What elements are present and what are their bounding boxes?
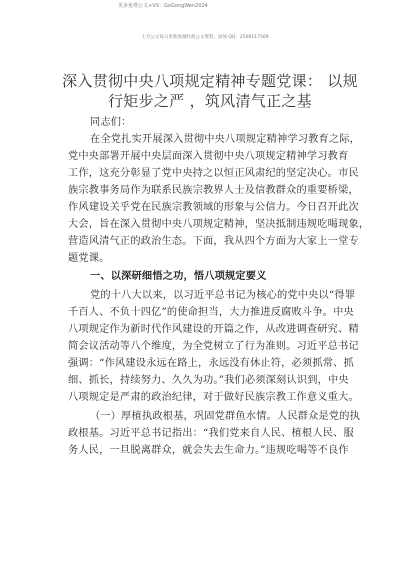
paragraph-line: 族宗教事务局作为联系民族宗教界人士及信教群众的重要桥梁， — [68, 185, 359, 196]
paragraph-line: 营造风清气正的政治生态。下面，我从四个方面为大家上一堂专 — [68, 236, 359, 247]
top-banner-text: 更多免费公文+VX：GoGongWen2024 — [118, 3, 208, 9]
paragraph-line: 工作，这充分彰显了党中央持之以恒正风肃纪的坚定决心。市民 — [68, 168, 359, 179]
paragraph-line: 细、抓长，持续努力、久久为功。”我们必须深刻认识到，中央 — [68, 375, 349, 386]
paragraph-line: 党中央部署开展中央层面深入贯彻中央八项规定精神学习教育 — [68, 151, 349, 162]
section-heading-1: 一、以深研细悟之功，悟八项规定要义 — [90, 271, 267, 282]
paragraph-line: 在全党扎实开展深入贯彻中央八项规定精神学习教育之际， — [90, 134, 361, 145]
document-title-line-2: 行矩步之严 ，筑风清气正之基 — [108, 92, 312, 110]
paragraph-line: 强调：“作风建设永远在路上，永远没有休止符，必须抓常、抓 — [68, 358, 354, 369]
paragraph-line: 八项规定是严肃的政治纪律，对于做好民族宗教工作意义重大。 — [68, 392, 359, 403]
paragraph-line: 八项规定作为新时代作风建设的开篇之作，从改进调查研究、精 — [68, 324, 359, 335]
paragraph-line: 务人民，一旦脱离群众，就会失去生命力。”违规吃喝等不良作 — [68, 445, 349, 456]
salutation: 同志们： — [90, 117, 132, 128]
paragraph-line: 作风建设关乎党在民族宗教领域的形象与公信力。今日召开此次 — [68, 202, 359, 213]
paragraph-line: 党的十八大以来，以习近平总书记为核心的党中央以“得罪 — [90, 290, 356, 301]
document-title-line-1: 深入贯彻中央八项规定精神专题党课： 以规 — [62, 72, 358, 90]
sub-banner-text: 七号公文每日更新海量时政公文资料，添加 QQ：2500117569 — [141, 35, 269, 40]
paragraph-line: 千百人、不负十四亿”的使命担当，大力推进反腐败斗争。中央 — [68, 307, 354, 318]
paragraph-line: 政根基。习近平总书记指出：“我们党来自人民、植根人民、服 — [68, 428, 354, 439]
paragraph-line: （一）厚植执政根基，巩固党群鱼水情。人民群众是党的执 — [90, 411, 361, 422]
paragraph-line: 大会，旨在深入贯彻中央八项规定精神，坚决抵制违规吃喝现象， — [68, 219, 370, 230]
paragraph-line: 简会议活动等八个维度，为全党树立了行为准则。习近平总书记 — [68, 341, 359, 352]
paragraph-line: 题党课。 — [68, 253, 110, 264]
